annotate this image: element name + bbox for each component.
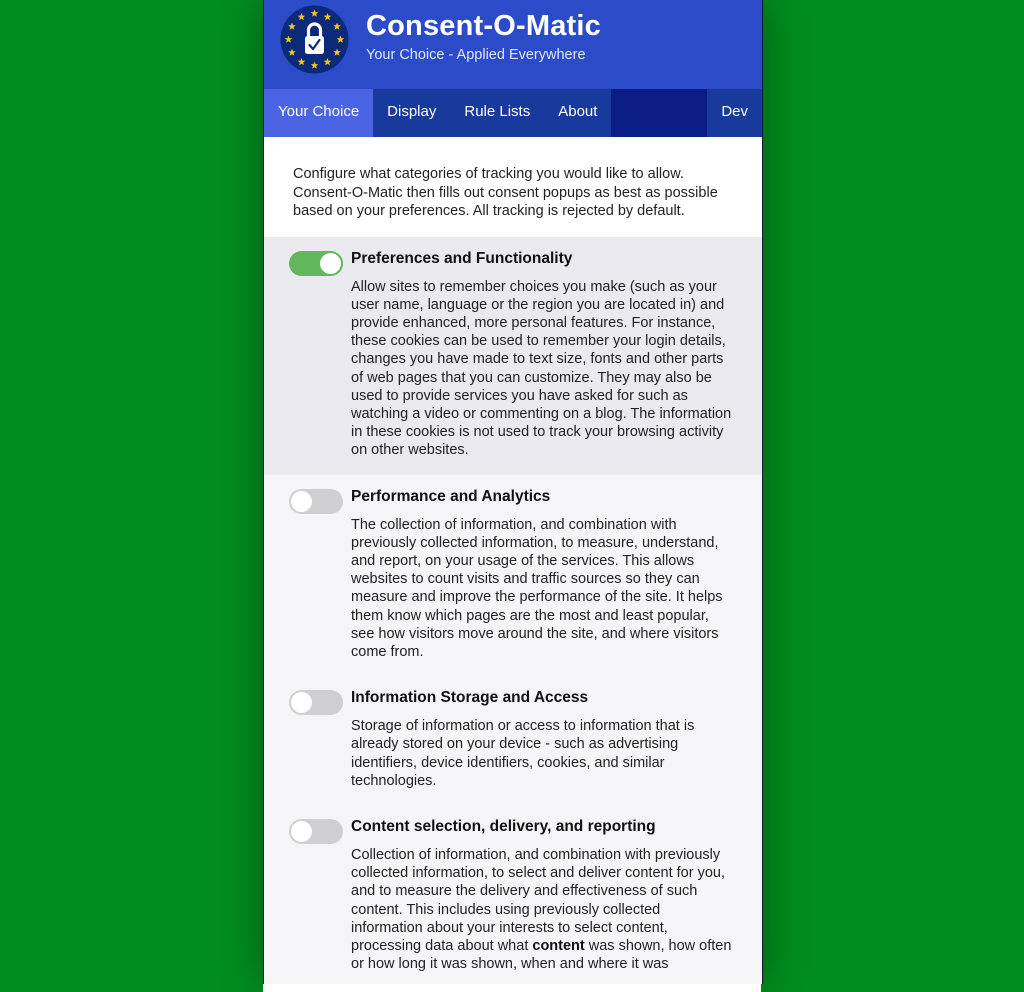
category-description: Storage of information or access to information that is already stored on your device - such as advertising identifiers, device identifiers, cookies, and similar technologies. — [351, 718, 695, 789]
app-subtitle: Your Choice - Applied Everywhere — [366, 47, 586, 63]
description-bold: content — [532, 937, 585, 954]
category-title: Content selection, delivery, and reporting — [351, 817, 656, 835]
tab-your-choice[interactable]: Your Choice — [264, 89, 373, 137]
category-title: Preferences and Functionality — [351, 249, 573, 267]
category-title: Information Storage and Access — [351, 689, 589, 707]
toggle-knob — [291, 692, 312, 713]
tab-bar — [264, 89, 762, 137]
category-title: Performance and Analytics — [351, 487, 551, 505]
description-part: was shown, how often or how long it was shown, when and where it was — [351, 937, 732, 973]
category-storage — [264, 676, 762, 805]
app-title: Consent-O-Matic — [366, 10, 601, 42]
intro-text: Configure what categories of tracking you would like to allow. Consent-O-Matic then fills out consent popups as best as possible based on your preferences. All tracking is rejected by default. — [264, 137, 762, 237]
category-description — [351, 846, 733, 973]
category-performance — [264, 475, 762, 677]
tab-display[interactable]: Display — [373, 89, 450, 137]
tab-about[interactable]: About — [544, 89, 611, 137]
performance-toggle[interactable] — [289, 489, 343, 514]
toggle-knob — [320, 253, 341, 274]
bottom-edge — [263, 984, 761, 992]
tab-dev[interactable]: Dev — [707, 89, 762, 137]
eu-stars-lock-icon — [280, 5, 349, 74]
category-content — [264, 805, 762, 984]
app-header — [264, 0, 762, 89]
preferences-toggle[interactable] — [289, 251, 343, 276]
options-panel — [263, 0, 763, 984]
tab-rule-lists[interactable]: Rule Lists — [450, 89, 544, 137]
category-description: The collection of information, and combination with previously collected information, to measure, understand, and report, on your usage of the services. This allows websites to count visits and traffic sources so they can measure and improve the performance of the site. It helps them know which pages are the most and least popular, see how visitors move around the site, and where visitors come from. — [351, 516, 723, 660]
storage-toggle[interactable] — [289, 690, 343, 715]
content-toggle[interactable] — [289, 819, 343, 844]
toggle-knob — [291, 821, 312, 842]
toggle-knob — [291, 491, 312, 512]
description-part: Collection of information, and combination with previously collected information, to select and deliver content for you, and to measure the delivery and effectiveness of such content. This includes using previously collected information about your interests to select content, processing data about what — [351, 846, 725, 954]
category-description: Allow sites to remember choices you make (such as your user name, language or the region you are located in) and provide enhanced, more personal features. For instance, these cookies can be used to remember your login details, changes you have made to text size, fonts and other parts of web pages that you can customize. They may also be used to provide services you have asked for such as watching a video or commenting on a blog. The information in these cookies is not used to track your browsing activity on other websites. — [351, 278, 732, 459]
category-preferences — [264, 237, 762, 475]
